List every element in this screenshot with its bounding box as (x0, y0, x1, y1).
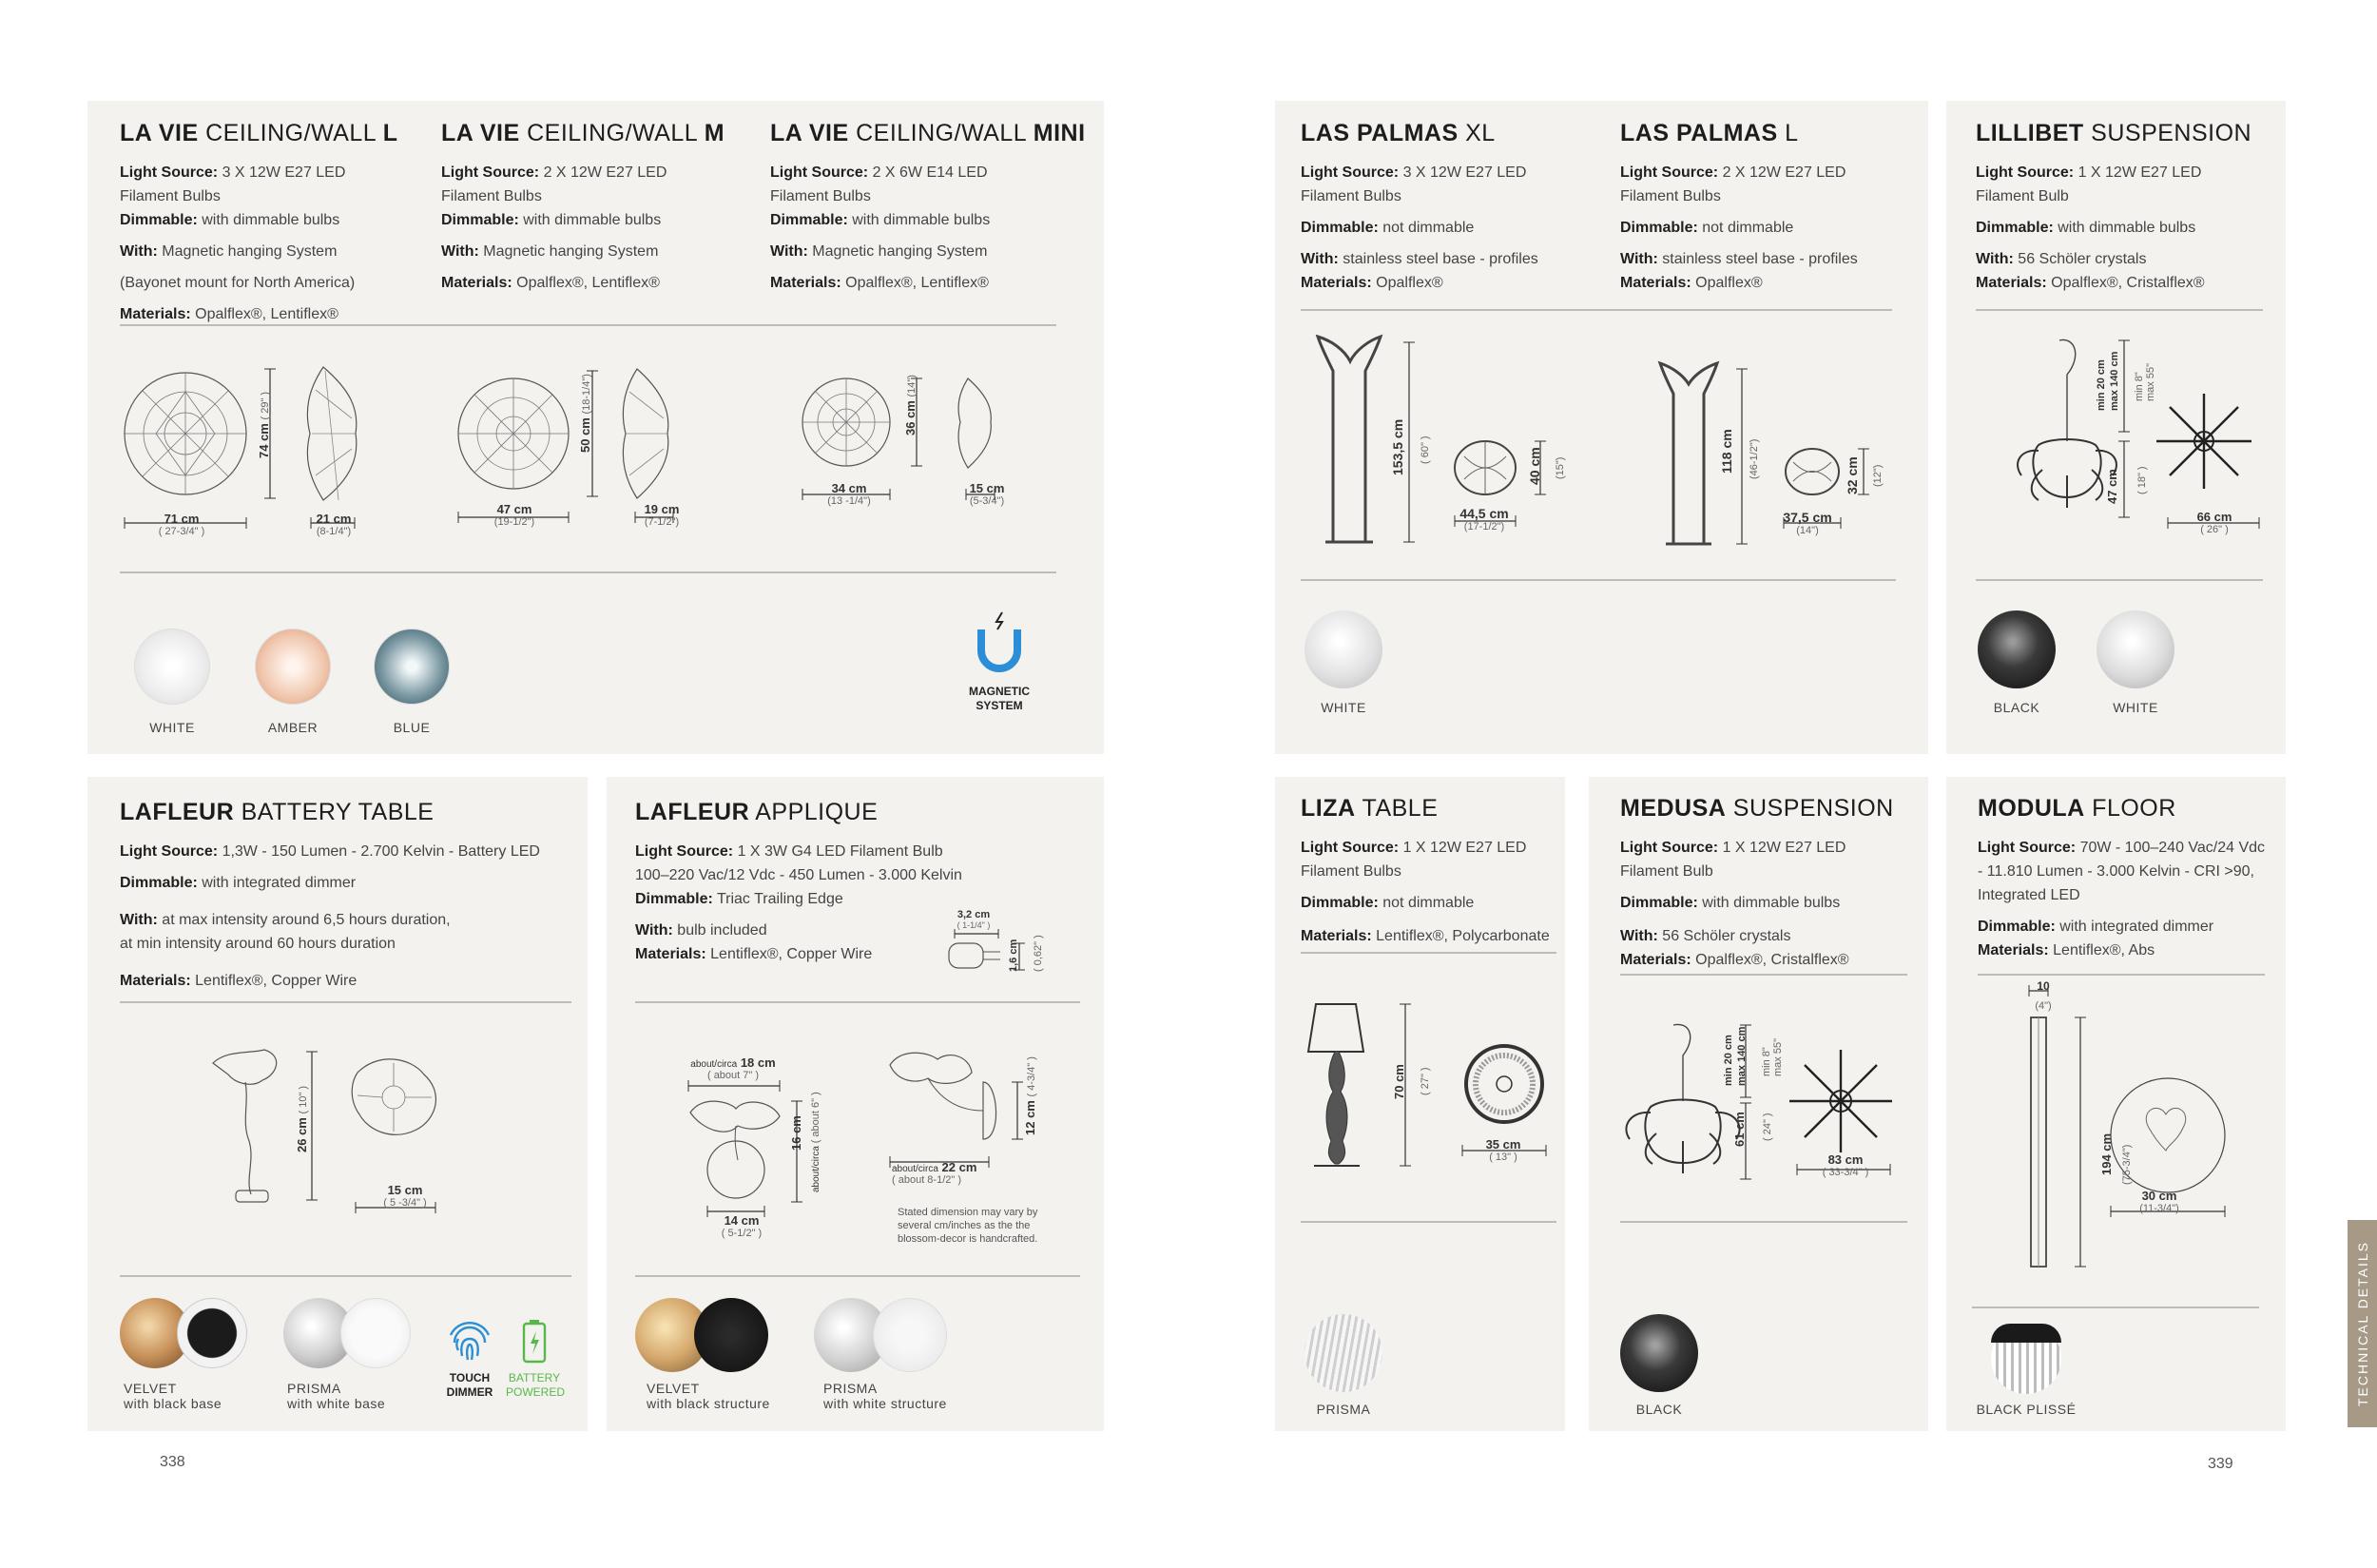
applique-side-height: 12 cm ( 4-3/4" ) (1023, 1056, 1037, 1135)
technical-details-tab[interactable]: TECHNICAL DETAILS (2348, 1220, 2377, 1427)
product-title: LA VIE CEILING/WALL M (441, 120, 725, 146)
medusa-cable-min-in: min 8" (1761, 1047, 1772, 1076)
liza-width: 35 cm ( 13" ) (1485, 1137, 1521, 1163)
divider (120, 1275, 571, 1277)
battery-icon (518, 1318, 551, 1367)
liza-specs: LIZA TABLE Light Source: 1 X 12W E27 LED Filament Bulbs Dimmable: not dimmable Materials: Lentiflex®, Polycarbonate (1301, 795, 1550, 944)
swatch-black-plisse-top (1991, 1324, 2061, 1343)
divider (1620, 1221, 1907, 1223)
battery-powered-label: BATTERY POWERED (506, 1371, 566, 1399)
magnetic-system-label: MAGNETIC SYSTEM (969, 685, 1030, 712)
touch-dimmer-label: TOUCH DIMMER (446, 1371, 493, 1399)
la-vie-m-depth: 19 cm (7-1/2") (644, 502, 680, 528)
applique-side-width-about: about/circa 22 cm ( about 8-1/2" ) (892, 1160, 977, 1186)
la-vie-l-height: 74 cm ( 29" ) (257, 391, 271, 458)
swatch-label: WHITE (149, 720, 195, 735)
modula-height-in: (75-3/4") (2121, 1144, 2133, 1185)
swatch-blue (374, 629, 450, 705)
divider (120, 571, 1056, 573)
handcrafted-note: Stated dimension may vary by several cm/inches as the the blossom-decor is handcrafted. (898, 1207, 1038, 1245)
swatch-label: PRISMA with white base (287, 1381, 386, 1411)
las-palmas-xl-specs: LAS PALMAS XL Light Source: 3 X 12W E27 LED Filament Bulbs Dimmable: not dimmable With: stainless steel base - profiles Materials: Opalflex® (1301, 120, 1538, 291)
product-title: LIZA TABLE (1301, 795, 1439, 822)
swatch-amber (255, 629, 331, 705)
lillibet-height: 47 cm (2105, 469, 2119, 504)
medusa-width: 83 cm ( 33-3/4" ) (1822, 1152, 1869, 1178)
swatch-label: PRISMA with white structure (823, 1381, 947, 1411)
divider (635, 1001, 1080, 1003)
lafleur-applique-specs: LAFLEUR APPLIQUE Light Source: 1 X 3W G4 LED Filament Bulb 100–220 Vac/12 Vdc - 450 Lumen - 3.000 Kelvin Dimmable: Triac Trailing Edge With: bulb included Materials: Lentiflex®, Copper Wire (635, 799, 962, 962)
las-palmas-xl-width: 44,5 cm (17-1/2") (1459, 506, 1509, 532)
swatch-label: AMBER (267, 720, 319, 735)
product-title: MEDUSA SUSPENSION (1620, 795, 1894, 822)
swatch-label: BLUE (393, 720, 431, 735)
page-number-right: 339 (2208, 1456, 2233, 1472)
swatch-white (1304, 610, 1382, 688)
divider (1301, 1221, 1556, 1223)
fingerprint-icon (447, 1318, 493, 1367)
lafleur-applique-front-drawing (685, 1084, 827, 1227)
la-vie-l-depth: 21 cm (8-1/4") (316, 512, 352, 537)
product-title: LAS PALMAS XL (1301, 120, 1496, 146)
medusa-height-in: ( 24" ) (1762, 1113, 1773, 1141)
modula-top: 10 (2037, 979, 2050, 993)
swatch-label: PRISMA (1316, 1402, 1371, 1417)
la-vie-mini-height: 36 cm (14") (903, 375, 918, 436)
lafleur-battery-height: 26 cm ( 10" ) (295, 1085, 309, 1152)
product-title: LA VIE CEILING/WALL MINI (770, 120, 1086, 146)
la-vie-mini-width: 34 cm (13 -1/4") (827, 481, 871, 507)
swatch-prisma-structure (873, 1298, 947, 1372)
las-palmas-l-specs: LAS PALMAS L Light Source: 2 X 12W E27 LED Filament Bulbs Dimmable: not dimmable With: stainless steel base - profiles Materials: Opalflex® (1620, 120, 1858, 291)
bulb-height-in: ( 0,62" ) (1033, 935, 1044, 972)
product-title: LAFLEUR APPLIQUE (635, 799, 879, 825)
product-title: MODULA FLOOR (1978, 795, 2176, 822)
page-number-left: 338 (160, 1454, 185, 1470)
medusa-cable-max-in: max 55" (1772, 1038, 1784, 1076)
swatch-label: WHITE (1321, 700, 1366, 715)
swatch-velvet-base (177, 1298, 247, 1368)
modula-height: 194 cm (2099, 1132, 2114, 1175)
swatch-black (1620, 1314, 1698, 1392)
modula-width: 30 cm (11-3/4") (2139, 1189, 2179, 1214)
swatch-white (2097, 610, 2174, 688)
lillibet-cable-max-in: max 55" (2145, 363, 2156, 401)
las-palmas-xl-depth: 40 cm (1527, 447, 1542, 485)
la-vie-m-width: 47 cm (19-1/2") (493, 502, 535, 528)
divider (1301, 952, 1556, 954)
product-title: LAS PALMAS L (1620, 120, 1799, 146)
swatch-prisma-base (340, 1298, 411, 1368)
las-palmas-l-height-in: (46-1/2") (1749, 438, 1760, 479)
swatch-black (1978, 610, 2056, 688)
liza-height-in: ( 27" ) (1420, 1067, 1431, 1095)
lillibet-cable-min: min 20 cm (2096, 359, 2107, 411)
la-vie-l-width: 71 cm ( 27-3/4" ) (158, 512, 205, 537)
medusa-cable-min: min 20 cm (1723, 1035, 1734, 1086)
lillibet-specs: LILLIBET SUSPENSION Light Source: 1 X 12W E27 LED Filament Bulb Dimmable: with dimmable bulbs With: 56 Schöler crystals Materials: Opalflex®, Cristalflex® (1976, 120, 2252, 291)
la-vie-l-specs: LA VIE CEILING/WALL L Light Source: 3 X 12W E27 LED Filament Bulbs Dimmable: with dimmable bulbs With: Magnetic hanging System (Bayonet mount for North America) Materials: Opalflex®, Lentiflex® (120, 120, 398, 322)
divider (1301, 579, 1896, 581)
swatch-velvet-structure (694, 1298, 768, 1372)
swatch-label: WHITE (2113, 700, 2158, 715)
lillibet-height-in: ( 18" ) (2136, 466, 2148, 494)
modula-drawing (2016, 983, 2244, 1278)
applique-front-height: 16 cm (789, 1115, 803, 1151)
la-vie-mini-depth: 15 cm (5-3/4") (969, 481, 1005, 507)
applique-front-height-about: about/circa ( about 6" ) (810, 1092, 821, 1192)
liza-height: 70 cm (1392, 1064, 1406, 1099)
las-palmas-xl-depth-in: (15") (1555, 456, 1566, 479)
lillibet-cable-max: max 140 cm (2109, 351, 2120, 411)
las-palmas-xl-height: 153,5 cm (1390, 418, 1405, 475)
divider (1978, 974, 2265, 976)
lafleur-battery-width: 15 cm ( 5 -3/4" ) (383, 1183, 427, 1209)
modula-top-in: (4") (2035, 1000, 2052, 1012)
swatch-label: VELVET with black base (124, 1381, 222, 1411)
divider (120, 324, 1056, 326)
lafleur-battery-specs: LAFLEUR BATTERY TABLE Light Source: 1,3W - 150 Lumen - 2.700 Kelvin - Battery LED Dimmable: with integrated dimmer With: at max intensity around 6,5 hours duration, at min intensity around 60 hours duration Materials: Lentiflex®, Copper Wire (120, 799, 540, 989)
divider (120, 1001, 571, 1003)
applique-width-about: about/circa 18 cm ( about 7" ) (690, 1055, 776, 1081)
product-title: LILLIBET SUSPENSION (1976, 120, 2252, 146)
divider (1976, 579, 2263, 581)
modula-specs: MODULA FLOOR Light Source: 70W - 100–240 Vac/24 Vdc - 11.810 Lumen - 3.000 Kelvin - CRI >90, Integrated LED Dimmable: with integrated dimmer Materials: Lentiflex®, Abs (1978, 795, 2266, 958)
bulb-width: 3,2 cm ( 1-1/4" ) (957, 909, 991, 930)
divider (1620, 974, 1907, 976)
swatch-label: VELVET with black structure (647, 1381, 770, 1411)
swatch-prisma (1304, 1314, 1382, 1392)
medusa-cable-max: max 140 cm (1736, 1026, 1748, 1086)
las-palmas-xl-height-in: ( 60" ) (1420, 436, 1431, 464)
divider (1301, 309, 1892, 311)
product-title: LA VIE CEILING/WALL L (120, 120, 398, 146)
divider (1976, 309, 2263, 311)
las-palmas-l-height: 118 cm (1719, 429, 1734, 474)
divider (635, 1275, 1080, 1277)
las-palmas-l-depth: 32 cm (1845, 456, 1860, 494)
swatch-label: BLACK PLISSÉ (1976, 1402, 2077, 1417)
medusa-height: 61 cm (1732, 1112, 1747, 1147)
swatch-label: BLACK (1993, 700, 2040, 715)
la-vie-mini-specs: LA VIE CEILING/WALL MINI Light Source: 2 X 6W E14 LED Filament Bulbs Dimmable: with dimmable bulbs With: Magnetic hanging System Materials: Opalflex®, Lentiflex® (770, 120, 1086, 291)
bulb-height: 1,6 cm (1008, 939, 1019, 972)
lillibet-drawing (1983, 337, 2269, 536)
lillibet-width: 66 cm ( 26" ) (2196, 510, 2232, 535)
medusa-specs: MEDUSA SUSPENSION Light Source: 1 X 12W E27 LED Filament Bulb Dimmable: with dimmable bulbs With: 56 Schöler crystals Materials: Opalflex®, Cristalflex® (1620, 795, 1894, 968)
la-vie-m-specs: LA VIE CEILING/WALL M Light Source: 2 X 12W E27 LED Filament Bulbs Dimmable: with dimmable bulbs With: Magnetic hanging System Materials: Opalflex®, Lentiflex® (441, 120, 725, 291)
swatch-label: BLACK (1635, 1402, 1683, 1417)
las-palmas-l-width: 37,5 cm (14") (1783, 510, 1832, 536)
la-vie-m-height: 50 cm (18-1/4") (578, 374, 592, 453)
product-title: LAFLEUR BATTERY TABLE (120, 799, 435, 825)
swatch-white (134, 629, 210, 705)
las-palmas-l-depth-in: (12") (1872, 464, 1884, 487)
divider (1972, 1307, 2259, 1308)
lillibet-cable-min-in: min 8" (2134, 372, 2145, 401)
magnet-icon (974, 610, 1025, 677)
applique-front-width: 14 cm ( 5-1/2" ) (721, 1213, 763, 1239)
